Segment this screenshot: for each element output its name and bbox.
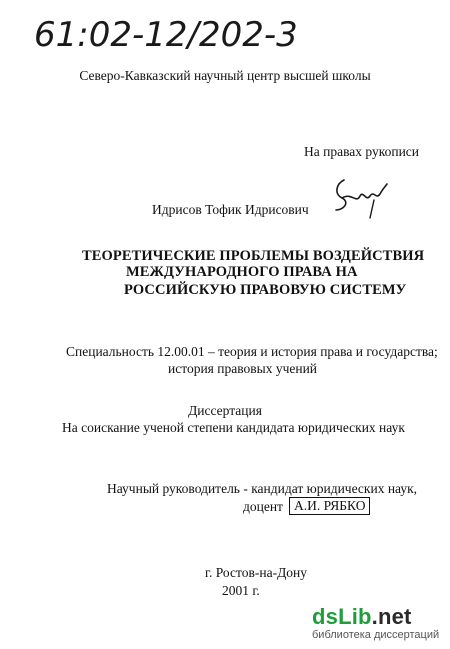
specialty-line-2: история правовых учений [168,361,318,376]
advisor-name-box: А.И. РЯБКО [289,497,370,515]
advisor-position: доцент [243,499,283,514]
title-line-2: МЕЖДУНАРОДНОГО ПРАВА НА [126,264,358,280]
handwritten-archive-code [30,8,330,60]
watermark-caption: библиотека диссертаций [312,629,440,641]
logo-main: dsLib [312,604,372,629]
watermark-logo [312,604,412,630]
author-name: Идрисов Тофик Идрисович [152,202,309,217]
signature-mark [330,174,390,222]
specialty-line-1: Специальность 12.00.01 – теория и история права и государства; [66,344,438,359]
institution-name: Северо-Кавказский научный центр высшей школы [79,68,371,83]
title-line-1: ТЕОРЕТИЧЕСКИЕ ПРОБЛЕМЫ ВОЗДЕЙСТВИЯ [82,248,425,264]
logo-suffix: .net [371,604,412,629]
archive-code-text: 61:02-12/202-3 [34,15,298,55]
degree-line: На соискание ученой степени кандидата юридических наук [62,420,405,435]
rights-notice: На правах рукописи [304,144,420,159]
advisor-line: Научный руководитель - кандидат юридических наук, [107,481,418,496]
title-line-3: РОССИЙСКУЮ ПРАВОВУЮ СИСТЕМУ [124,282,407,298]
work-type: Диссертация [188,403,262,418]
city: г. Ростов-на-Дону [205,565,308,580]
year: 2001 г. [222,583,260,598]
